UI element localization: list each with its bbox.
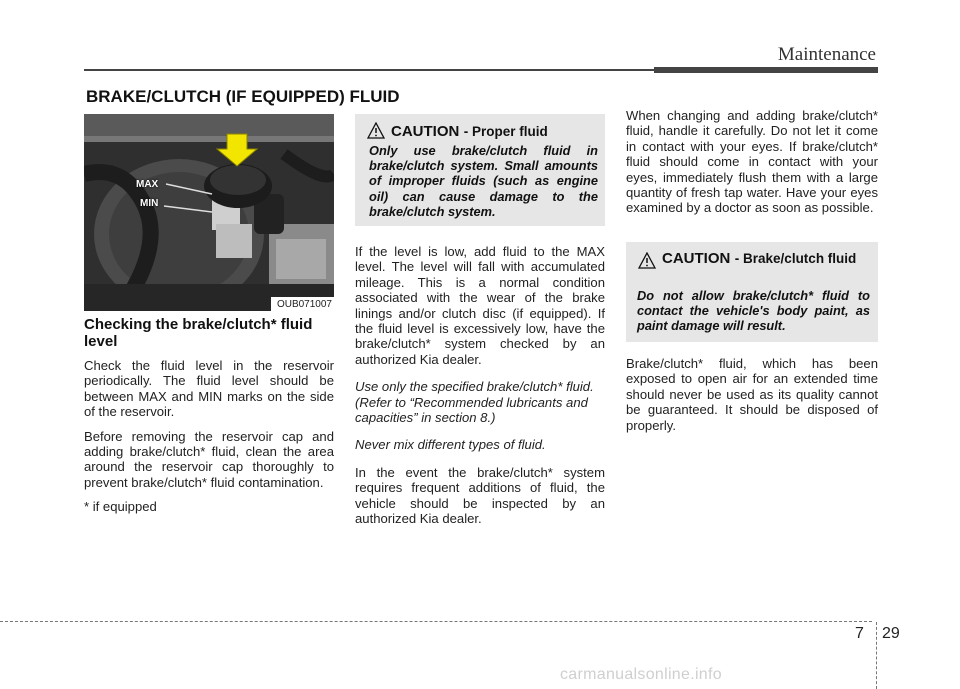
paragraph: When changing and adding brake/clutch* fluid, handle it carefully. Do not let it come in contact with your eyes. If brake/clutch* fluid should come in contact with your eyes, immediately flush them with a large quantity of fresh tap water. Have your eyes examined by a doctor as soon as possible. bbox=[626, 108, 878, 216]
caution-word: CAUTION bbox=[662, 250, 731, 267]
caution-box-proper-fluid bbox=[355, 114, 605, 226]
column-1 bbox=[84, 316, 334, 524]
watermark: carmanualsonline.info bbox=[560, 666, 722, 683]
caution-subtitle: - Brake/clutch fluid bbox=[734, 251, 857, 266]
paragraph-italic: Use only the specified brake/clutch* fluid. (Refer to “Recommended lubricants and capacities” in section 8.) bbox=[355, 379, 594, 426]
section-title: BRAKE/CLUTCH (IF EQUIPPED) FLUID bbox=[86, 87, 400, 106]
caution-body: Do not allow brake/clutch* fluid to contact the vehicle's body paint, as paint damage will result. bbox=[637, 288, 870, 334]
footer-rule bbox=[0, 621, 872, 622]
engine-reservoir-photo bbox=[84, 114, 334, 311]
caution-title bbox=[369, 123, 548, 141]
paragraph: If the level is low, add fluid to the MAX level. The level will fall with accumulated mileage. This is a normal condition associated with the wear of the brake linings and/or clutch disc (if equipped). If the fluid level is excessively low, have the brake/clutch* system checked by an authorized Kia dealer. bbox=[355, 244, 605, 367]
header-rule-thick bbox=[654, 67, 878, 73]
header-rule bbox=[84, 69, 654, 71]
caution-title bbox=[640, 251, 888, 267]
subsection-heading: Checking the brake/clutch* fluid level bbox=[84, 316, 313, 350]
caution-word: CAUTION bbox=[391, 123, 460, 140]
column-3-lower bbox=[626, 356, 878, 442]
engine-bay-illustration bbox=[84, 114, 334, 311]
paragraph-italic: Never mix different types of fluid. bbox=[355, 437, 546, 453]
paragraph: Before removing the reservoir cap and adding brake/clutch* fluid, clean the area around the reservoir cap thoroughly to prevent brake/clutch* fluid contamination. bbox=[84, 428, 334, 490]
footnote: * if equipped bbox=[84, 499, 157, 515]
column-2 bbox=[355, 244, 605, 536]
min-label: MIN bbox=[140, 198, 159, 209]
column-3 bbox=[626, 108, 878, 225]
image-code: OUB071007 bbox=[276, 299, 332, 310]
max-label: MAX bbox=[136, 179, 159, 190]
page-number: 29 bbox=[882, 625, 900, 642]
chapter-title: Maintenance bbox=[777, 44, 876, 65]
caution-subtitle: - Proper fluid bbox=[463, 124, 548, 139]
chapter-number: 7 bbox=[855, 625, 864, 642]
caution-box-brake-fluid bbox=[626, 242, 878, 342]
page-number-separator bbox=[876, 622, 877, 689]
caution-body: Only use brake/clutch fluid in brake/clutch system. Small amounts of improper fluids (such as engine oil) can cause damage to the brake/clutch system. bbox=[369, 143, 598, 219]
paragraph: Brake/clutch* fluid, which has been exposed to open air for an extended time should never be used as its quality cannot be guaranteed. It should be disposed of properly. bbox=[626, 356, 878, 433]
paragraph: Check the fluid level in the reservoir periodically. The fluid level should be between MAX and MIN marks on the side of the reservoir. bbox=[84, 358, 334, 420]
paragraph: In the event the brake/clutch* system requires frequent additions of fluid, the vehicle should be inspected by an authorized Kia dealer. bbox=[355, 464, 605, 527]
